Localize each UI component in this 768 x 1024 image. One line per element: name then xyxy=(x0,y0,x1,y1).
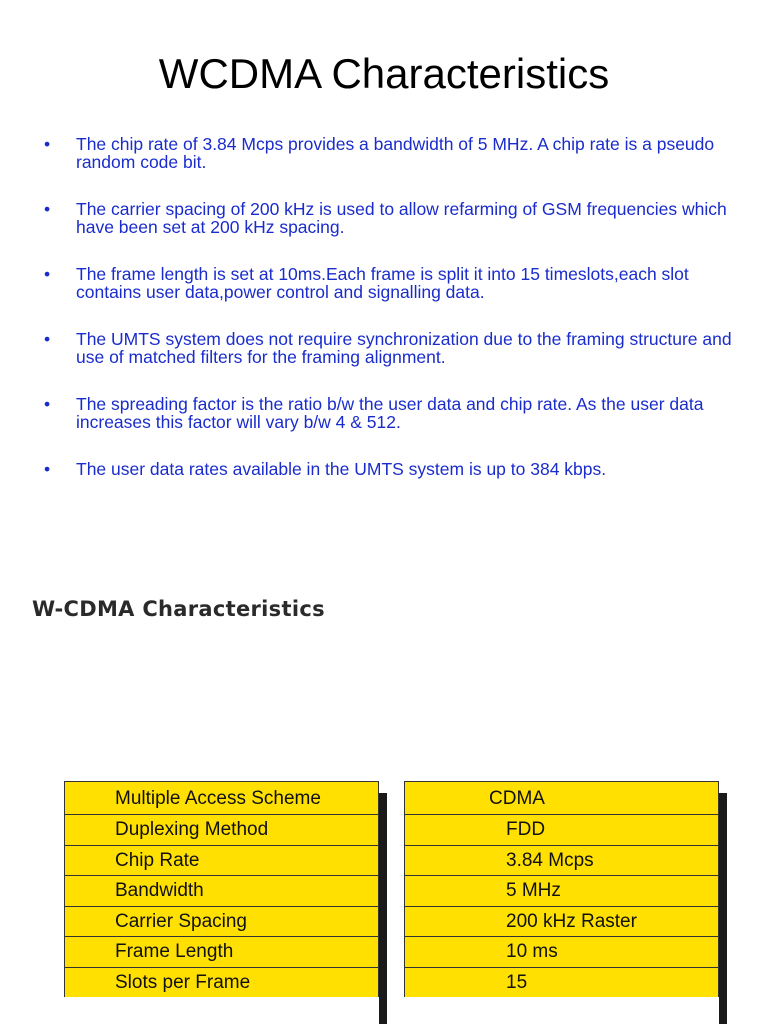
table-label-column xyxy=(64,781,379,997)
value-cell: CDMA xyxy=(404,781,719,814)
table-shadow xyxy=(379,793,387,1024)
value-cell: 15 xyxy=(404,967,719,998)
bullet-text: The spreading factor is the ratio b/w the user data and chip rate. As the user data increases this factor will vary b/w 4 & 512. xyxy=(76,394,704,432)
label-cell: Bandwidth xyxy=(64,875,379,906)
value-cell: 5 MHz xyxy=(404,875,719,906)
bullet-item xyxy=(44,200,754,236)
value-cell: 10 ms xyxy=(404,936,719,967)
bullet-item xyxy=(44,395,754,431)
bullet-marker: • xyxy=(44,329,51,349)
label-cell: Duplexing Method xyxy=(64,814,379,845)
label-cell: Multiple Access Scheme xyxy=(64,781,379,814)
bullet-text: The frame length is set at 10ms.Each frame is split it into 15 timeslots,each slot contains user data,power control and signalling data. xyxy=(76,264,689,302)
bullet-text: The user data rates available in the UMTS system is up to 384 kbps. xyxy=(76,459,607,479)
bullet-marker: • xyxy=(44,459,51,479)
section-subtitle: W-CDMA Characteristics xyxy=(32,597,325,621)
table-value-column xyxy=(404,781,719,997)
table-shadow xyxy=(719,793,727,1024)
value-cell: FDD xyxy=(404,814,719,845)
bullet-text: The carrier spacing of 200 kHz is used to allow refarming of GSM frequencies which have been set at 200 kHz spacing. xyxy=(76,199,727,237)
label-cell: Chip Rate xyxy=(64,845,379,876)
bullet-text: The UMTS system does not require synchronization due to the framing structure and use of matched filters for the framing alignment. xyxy=(76,329,732,367)
label-cell: Slots per Frame xyxy=(64,967,379,998)
bullet-list xyxy=(44,135,754,507)
bullet-marker: • xyxy=(44,134,51,154)
label-cell: Carrier Spacing xyxy=(64,906,379,937)
bullet-item xyxy=(44,265,754,301)
bullet-item xyxy=(44,460,754,478)
bullet-marker: • xyxy=(44,199,51,219)
label-cell: Frame Length xyxy=(64,936,379,967)
value-cell: 3.84 Mcps xyxy=(404,845,719,876)
bullet-text: The chip rate of 3.84 Mcps provides a bandwidth of 5 MHz. A chip rate is a pseudo random code bit. xyxy=(76,134,715,172)
bullet-marker: • xyxy=(44,394,51,414)
bullet-item xyxy=(44,330,754,366)
bullet-marker: • xyxy=(44,264,51,284)
value-cell: 200 kHz Raster xyxy=(404,906,719,937)
page-title: WCDMA Characteristics xyxy=(158,50,610,97)
bullet-item xyxy=(44,135,754,171)
